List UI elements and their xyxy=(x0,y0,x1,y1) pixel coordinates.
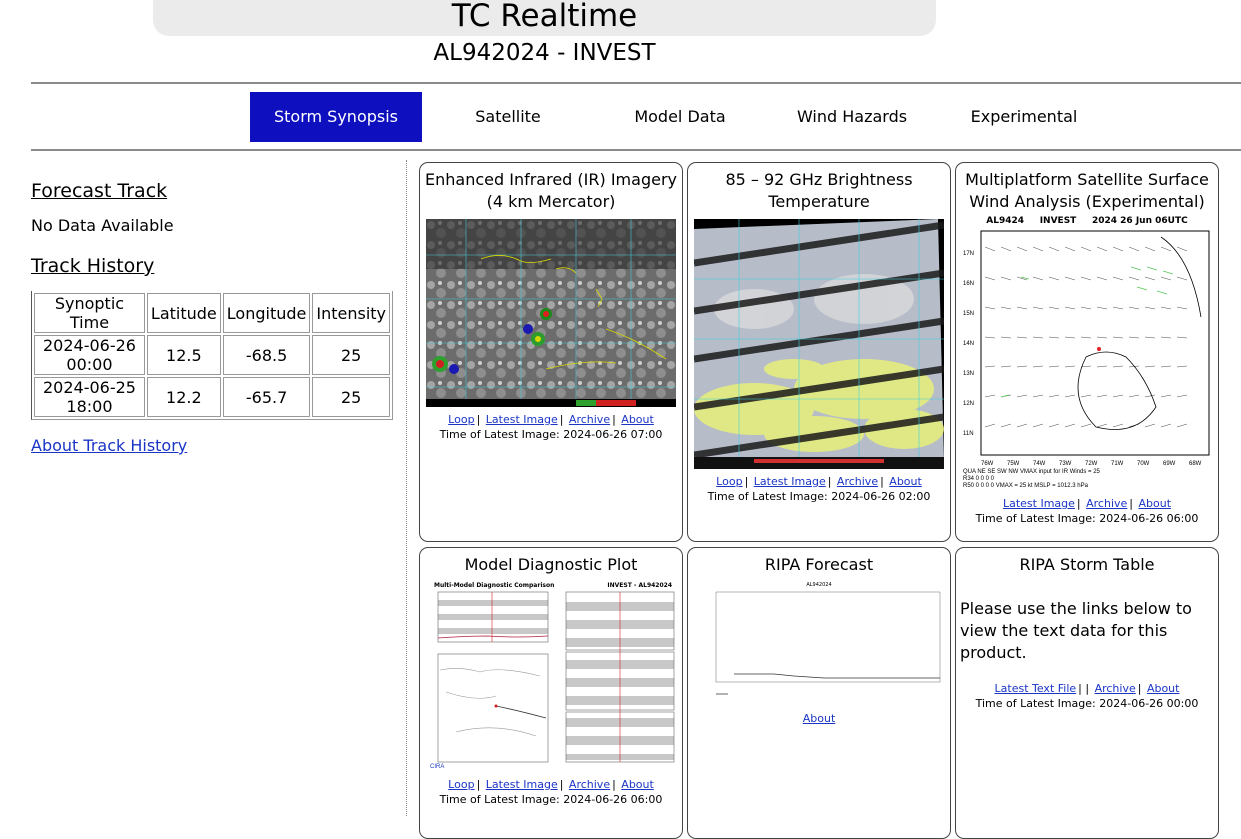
latest-image-link[interactable]: Latest Image xyxy=(485,778,558,791)
tab-storm-synopsis[interactable]: Storm Synopsis xyxy=(250,92,422,142)
about-link[interactable]: About xyxy=(802,712,836,725)
microwave-image[interactable] xyxy=(694,219,944,469)
table-cell: 2024-06-25 18:00 xyxy=(34,377,145,417)
latest-image-time: Time of Latest Image: 2024-06-26 07:00 xyxy=(439,428,663,441)
loop-link[interactable]: Loop xyxy=(448,413,475,426)
ripa-note: Please use the links below to view the text data for this product. xyxy=(960,599,1192,662)
tab-wind-hazards[interactable]: Wind Hazards xyxy=(796,107,908,126)
loop-link[interactable]: Loop xyxy=(716,475,743,488)
about-link[interactable]: About xyxy=(1146,682,1180,695)
card-title: Enhanced Infrared (IR) Imagery (4 km Mercator) xyxy=(425,170,677,211)
svg-text:76W: 76W xyxy=(981,461,994,467)
column-header: Synoptic Time xyxy=(34,293,145,333)
svg-text:12N: 12N xyxy=(963,401,975,407)
microwave-card xyxy=(687,162,951,542)
svg-text:R34 0 0 0 0: R34 0 0 0 0 xyxy=(963,476,995,482)
ripa-forecast-card xyxy=(687,547,951,839)
card-title: RIPA Storm Table xyxy=(1019,555,1155,574)
column-header: Intensity xyxy=(312,293,390,333)
ripa-storm-table-card xyxy=(955,547,1219,839)
card-title: Multiplatform Satellite Surface Wind Analysis (Experimental) xyxy=(965,170,1209,211)
latest-image-time: Time of Latest Image: 2024-06-26 06:00 xyxy=(439,793,663,806)
ripa-table-links: Latest Text File | | Archive | About xyxy=(994,682,1180,695)
table-header-row xyxy=(34,293,390,333)
page-title: TC Realtime xyxy=(153,0,936,36)
svg-text:69W: 69W xyxy=(1163,461,1176,467)
archive-link[interactable]: Archive xyxy=(568,778,611,791)
tab-satellite[interactable]: Satellite xyxy=(475,107,541,126)
image-label: AL942024 xyxy=(806,582,832,588)
model-diagnostic-card xyxy=(419,547,683,839)
svg-text:13N: 13N xyxy=(963,371,975,377)
left-panel xyxy=(31,160,393,465)
tab-bar xyxy=(250,92,1110,142)
ir-imagery-card xyxy=(419,162,683,542)
column-divider xyxy=(406,160,407,816)
column-header: Latitude xyxy=(147,293,221,333)
svg-text:CIRA: CIRA xyxy=(430,764,445,770)
wind-links: Latest Image | Archive | About xyxy=(1002,497,1172,510)
svg-text:74W: 74W xyxy=(1033,461,1046,467)
table-cell: -68.5 xyxy=(223,335,311,375)
svg-text:68W: 68W xyxy=(1189,461,1202,467)
divider xyxy=(31,82,1241,84)
forecast-track-text: No Data Available xyxy=(31,216,174,235)
latest-image-link[interactable]: Latest Image xyxy=(753,475,826,488)
tab-model-data[interactable]: Model Data xyxy=(634,107,726,126)
svg-text:70W: 70W xyxy=(1137,461,1150,467)
column-header: Longitude xyxy=(223,293,311,333)
svg-text:R50 0 0 0 0 VMAX: R50 0 0 0 0 VMAX = 25 kt MSLP = 1012.3 hPa xyxy=(963,483,1088,489)
archive-link[interactable]: Archive xyxy=(1094,682,1136,695)
divider xyxy=(31,149,1241,151)
table-cell: 25 xyxy=(312,335,390,375)
tab-experimental[interactable]: Experimental xyxy=(970,107,1078,126)
table-cell: 12.2 xyxy=(147,377,221,417)
archive-link[interactable]: Archive xyxy=(836,475,879,488)
table-cell: 12.5 xyxy=(147,335,221,375)
card-title: 85 – 92 GHz Brightness Temperature xyxy=(725,170,913,211)
svg-text:15N: 15N xyxy=(963,311,975,317)
svg-text:75W: 75W xyxy=(1007,461,1020,467)
latest-image-link[interactable]: Latest Image xyxy=(485,413,558,426)
table-cell: -65.7 xyxy=(223,377,311,417)
loop-link[interactable]: Loop xyxy=(448,778,475,791)
svg-text:71W: 71W xyxy=(1111,461,1124,467)
latest-image-time: Time of Latest Image: 2024-06-26 06:00 xyxy=(975,512,1199,525)
svg-text:73W: 73W xyxy=(1059,461,1072,467)
about-track-history-link[interactable]: About Track History xyxy=(31,436,188,455)
latest-image-time: Time of Latest Image: 2024-06-26 00:00 xyxy=(975,697,1199,710)
image-header: AL9424 INVEST 2024 26 Jun 06UTC xyxy=(986,216,1188,226)
wind-analysis-image[interactable] xyxy=(961,215,1213,491)
svg-text:QUA NE SE SW NW VMAX inp: QUA NE SE SW NW VMAX input for IR Winds = 25 xyxy=(963,469,1100,475)
ir-links: Loop | Latest Image | Archive | About xyxy=(448,413,654,426)
wind-analysis-card xyxy=(955,162,1219,542)
archive-link[interactable]: Archive xyxy=(1086,497,1128,510)
table-row xyxy=(34,335,390,375)
latest-image-time: Time of Latest Image: 2024-06-26 02:00 xyxy=(707,490,931,503)
ripa-links xyxy=(688,712,950,725)
about-link[interactable]: About xyxy=(621,413,654,426)
about-link[interactable]: About xyxy=(1138,497,1172,510)
about-link[interactable]: About xyxy=(621,778,654,791)
latest-image-link[interactable]: Latest Image xyxy=(1002,497,1075,510)
card-title: Model Diagnostic Plot xyxy=(464,555,638,574)
image-storm-label: INVEST - AL942024 xyxy=(607,582,672,589)
card-title: RIPA Forecast xyxy=(764,555,874,574)
archive-link[interactable]: Archive xyxy=(568,413,611,426)
storm-id: AL942024 - INVEST xyxy=(433,40,656,66)
table-cell: 2024-06-26 00:00 xyxy=(34,335,145,375)
svg-text:17N: 17N xyxy=(963,251,975,257)
latest-text-file-link[interactable]: Latest Text File xyxy=(994,682,1077,695)
table-row xyxy=(34,377,390,417)
image-title: Multi-Model Diagnostic Comparison xyxy=(434,582,555,589)
track-history-heading: Track History xyxy=(31,255,155,277)
forecast-track-heading: Forecast Track xyxy=(31,180,168,202)
ir-satellite-image[interactable] xyxy=(426,219,676,407)
svg-text:72W: 72W xyxy=(1085,461,1098,467)
diag-links: Loop | Latest Image | Archive | About xyxy=(448,778,654,791)
ripa-forecast-image[interactable] xyxy=(694,582,944,706)
table-cell: 25 xyxy=(312,377,390,417)
about-link[interactable]: About xyxy=(889,475,922,488)
track-history-table xyxy=(31,291,393,420)
svg-text:14N: 14N xyxy=(963,341,975,347)
microwave-links: Loop | Latest Image | Archive | About xyxy=(716,475,922,488)
model-diagnostic-image[interactable] xyxy=(426,582,676,772)
svg-text:11N: 11N xyxy=(963,431,974,437)
svg-text:16N: 16N xyxy=(963,281,975,287)
